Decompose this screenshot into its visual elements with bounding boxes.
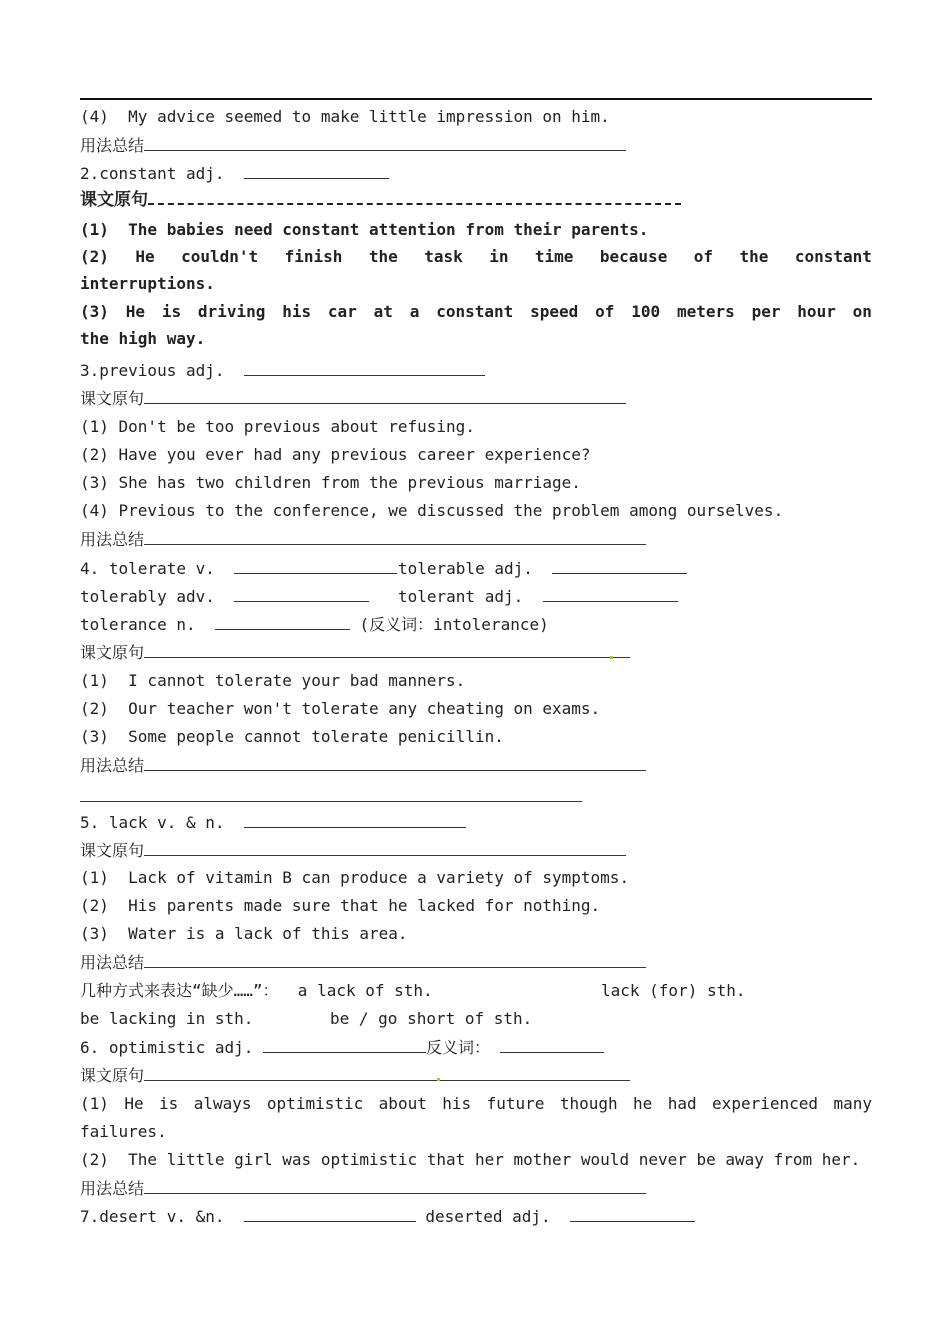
answer-blank[interactable] bbox=[144, 1178, 646, 1194]
expression-item: be lacking in sth. bbox=[80, 1009, 254, 1028]
example-sentence: (1) I cannot tolerate your bad manners. bbox=[80, 671, 466, 690]
antonym-blank[interactable] bbox=[500, 1037, 604, 1053]
answer-line[interactable] bbox=[80, 801, 582, 802]
text-sentence-label: 课文原句 bbox=[80, 642, 630, 663]
example-sentence: (4) My advice seemed to make little impression on him. bbox=[80, 107, 610, 126]
answer-blank[interactable] bbox=[144, 1065, 630, 1081]
answer-blank[interactable] bbox=[552, 558, 687, 574]
expression-item: be / go short of sth. bbox=[330, 1009, 533, 1028]
answer-blank[interactable] bbox=[244, 1206, 416, 1222]
answer-blank[interactable] bbox=[144, 388, 626, 404]
answer-blank[interactable] bbox=[244, 360, 485, 376]
answer-blank[interactable] bbox=[148, 191, 681, 205]
header-rule bbox=[80, 98, 872, 100]
text-sentence-label: 课文原句 bbox=[80, 840, 626, 861]
scan-speck bbox=[610, 656, 613, 659]
example-sentence: (1) Don't be too previous about refusing. bbox=[80, 417, 475, 436]
text-sentence-label: 课文原句 bbox=[80, 1065, 630, 1086]
answer-blank[interactable] bbox=[144, 755, 646, 771]
answer-blank[interactable] bbox=[215, 614, 350, 630]
example-sentence: (1) He is always optimistic about his future though he had experienced many bbox=[80, 1094, 872, 1113]
example-sentence-cont: failures. bbox=[80, 1122, 167, 1141]
word-heading-desert: 7.desert v. &n. deserted adj. bbox=[80, 1206, 695, 1227]
expression-list: 几种方式来表达“缺少……”： a lack of sth. bbox=[80, 981, 433, 1000]
answer-blank[interactable] bbox=[244, 163, 389, 179]
answer-blank[interactable] bbox=[234, 586, 369, 602]
usage-summary-label: 用法总结 bbox=[80, 952, 646, 973]
word-form-tolerance: tolerance n. (反义词：intolerance) bbox=[80, 615, 549, 634]
answer-blank[interactable] bbox=[144, 840, 626, 856]
word-heading-tolerate: 4. tolerate v. bbox=[80, 558, 397, 579]
answer-blank[interactable] bbox=[144, 529, 646, 545]
expression-item: lack (for) sth. bbox=[601, 981, 746, 1000]
word-form-tolerably: tolerably adv. bbox=[80, 586, 369, 607]
usage-summary-label: 用法总结 bbox=[80, 529, 646, 550]
example-sentence: (4) Previous to the conference, we discussed the problem among ourselves. bbox=[80, 501, 784, 520]
example-sentence: (2) Our teacher won't tolerate any cheating on exams. bbox=[80, 699, 601, 718]
example-sentence: (3) Some people cannot tolerate penicillin. bbox=[80, 727, 504, 746]
example-sentence: (3) Water is a lack of this area. bbox=[80, 924, 408, 943]
example-sentence: (1) Lack of vitamin B can produce a variety of symptoms. bbox=[80, 868, 630, 887]
answer-blank[interactable] bbox=[570, 1206, 695, 1222]
text-sentence-label: 课文原句 bbox=[80, 388, 626, 409]
usage-summary-label: 用法总结 bbox=[80, 755, 646, 776]
example-sentence: (3) She has two children from the previous marriage. bbox=[80, 473, 581, 492]
word-form-tolerant: tolerant adj. bbox=[398, 586, 678, 607]
example-sentence: (1) The babies need constant attention from their parents. bbox=[80, 220, 649, 239]
answer-blank[interactable] bbox=[543, 586, 678, 602]
word-form-tolerable: tolerable adj. bbox=[398, 558, 687, 579]
example-sentence-cont: the high way. bbox=[80, 329, 206, 348]
word-heading-lack: 5. lack v. & n. bbox=[80, 812, 466, 833]
word-heading-previous: 3.previous adj. bbox=[80, 360, 485, 381]
answer-blank[interactable] bbox=[244, 812, 466, 828]
answer-blank[interactable] bbox=[144, 642, 630, 658]
answer-blank[interactable] bbox=[263, 1037, 426, 1053]
example-sentence-cont: interruptions. bbox=[80, 274, 215, 293]
text-sentence-label: 课文原句 bbox=[80, 190, 681, 210]
answer-blank[interactable] bbox=[144, 135, 626, 151]
answer-blank[interactable] bbox=[234, 558, 397, 574]
word-heading-optimistic: 6. optimistic adj. 反义词： bbox=[80, 1037, 604, 1058]
example-sentence: (2) He couldn't finish the task in time because of the constant bbox=[80, 247, 872, 266]
scan-speck bbox=[437, 1078, 440, 1081]
example-sentence: (2) His parents made sure that he lacked for nothing. bbox=[80, 896, 601, 915]
example-sentence: (2) Have you ever had any previous career experience? bbox=[80, 445, 591, 464]
example-sentence: (3) He is driving his car at a constant speed of 100 meters per hour on bbox=[80, 302, 872, 321]
usage-summary-label: 用法总结 bbox=[80, 1178, 646, 1199]
example-sentence: (2) The little girl was optimistic that her mother would never be away from her. bbox=[80, 1150, 861, 1169]
word-heading-constant: 2.constant adj. bbox=[80, 163, 389, 184]
usage-summary-label: 用法总结 bbox=[80, 135, 626, 156]
answer-blank[interactable] bbox=[144, 952, 646, 968]
